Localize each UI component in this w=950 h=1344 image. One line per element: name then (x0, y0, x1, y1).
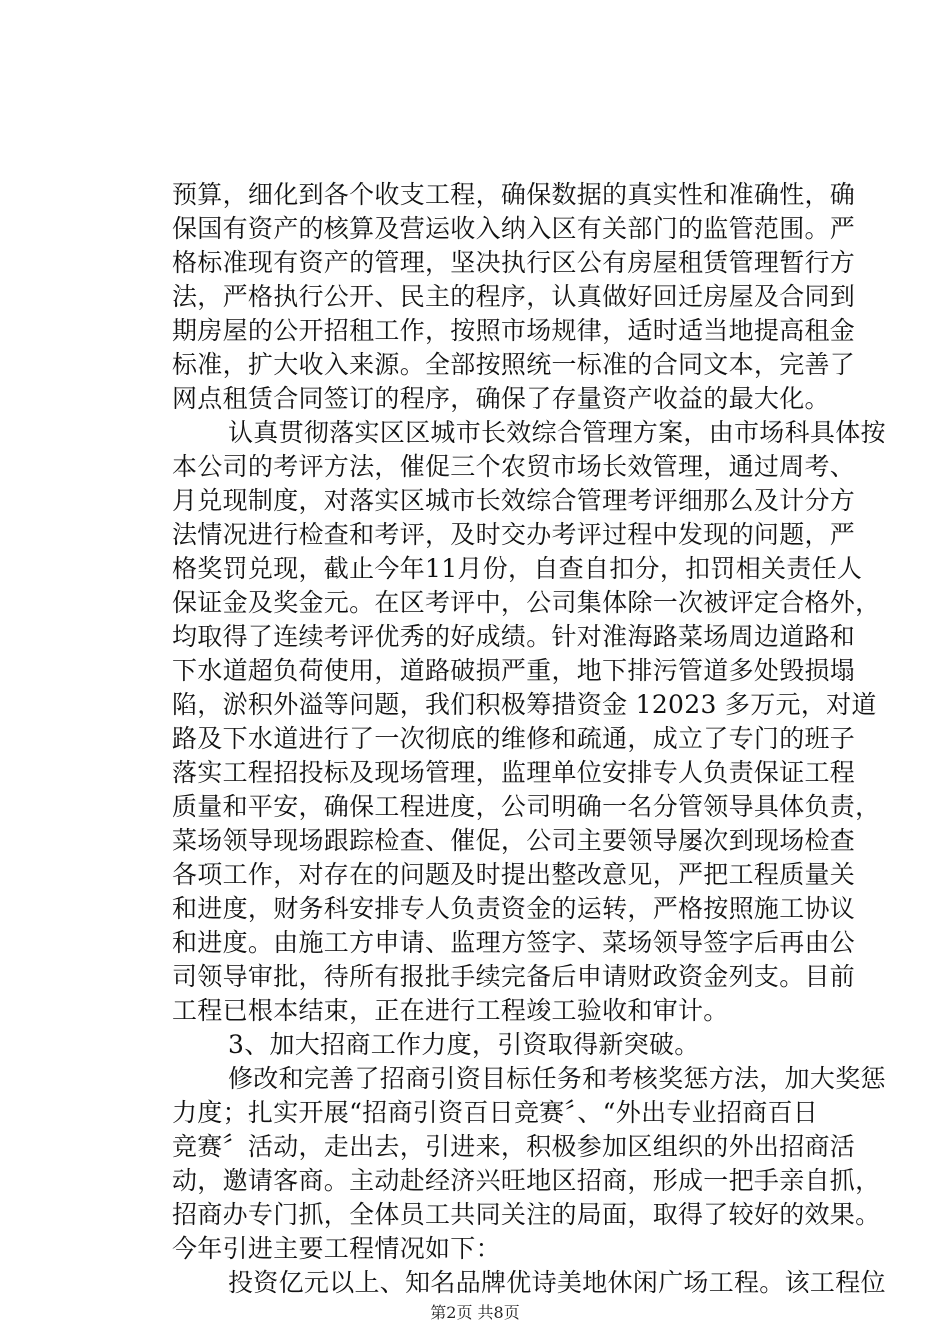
text-line: 菜场领导现场跟踪检查、催促，公司主要领导屡次到现场检查 (172, 826, 856, 855)
paragraph-first-line: 修改和完善了招商引资目标任务和考核奖惩方法，加大奖惩 (228, 1064, 886, 1093)
page-footer (0, 1300, 950, 1323)
text-line: 保证金及奖金元。在区考评中，公司集体除一次被评定合格外， (172, 588, 881, 617)
text-line: 竞赛〞活动，走出去，引进来，积极参加区组织的外出招商活 (172, 1132, 856, 1161)
text-line: 标准，扩大收入来源。全部按照统一标准的合同文本，完善了 (172, 350, 856, 379)
text-line: 工程已根本结束，正在进行工程竣工验收和审计。 (172, 996, 729, 1025)
text-line: 力度；扎实开展“招商引资百日竞赛〞、“外出专业招商百日 (172, 1098, 819, 1127)
text-line: 法情况进行检查和考评，及时交办考评过程中发现的问题，严 (172, 520, 856, 549)
text-line: 和进度。由施工方申请、监理方签字、菜场领导签字后再由公 (172, 928, 856, 957)
text-line: 落实工程招投标及现场管理，监理单位安排专人负责保证工程 (172, 758, 856, 787)
text-line: 动，邀请客商。主动赴经济兴旺地区招商，形成一把手亲自抓， (172, 1166, 881, 1195)
text-line: 本公司的考评方法，催促三个农贸市场长效管理，通过周考、 (172, 452, 856, 481)
text-line: 陷，淤积外溢等问题，我们积极筹措资金 12023 多万元，对道 (172, 690, 877, 719)
text-line: 各项工作，对存在的问题及时提出整改意见，严把工程质量关 (172, 860, 856, 889)
text-line: 下水道超负荷使用，道路破损严重，地下排污管道多处毁损塌 (172, 656, 856, 685)
text-line: 和进度，财务科安排专人负责资金的运转，严格按照施工协议 (172, 894, 856, 923)
text-line: 今年引进主要工程情况如下： (172, 1234, 501, 1263)
text-line: 格奖罚兑现，截止今年11月份，自查自扣分，扣罚相关责任人 (172, 554, 863, 583)
text-line: 网点租赁合同签订的程序，确保了存量资产收益的最大化。 (172, 384, 830, 413)
text-line: 均取得了连续考评优秀的好成绩。针对淮海路菜场周边道路和 (172, 622, 856, 651)
paragraph-first-line: 认真贯彻落实区区城市长效综合管理方案，由市场科具体按 (228, 418, 886, 447)
text-line: 期房屋的公开招租工作，按照市场规律，适时适当地提高租金 (172, 316, 856, 345)
page-number: 第2页 共8页 (430, 1303, 520, 1322)
text-line: 法，严格执行公开、民主的程序，认真做好回迁房屋及合同到 (172, 282, 856, 311)
text-line: 路及下水道进行了一次彻底的维修和疏通，成立了专门的班子 (172, 724, 856, 753)
text-line: 格标准现有资产的管理，坚决执行区公有房屋租赁管理暂行方 (172, 248, 856, 277)
text-line: 预算，细化到各个收支工程，确保数据的真实性和准确性，确 (172, 180, 856, 209)
text-line: 月兑现制度，对落实区城市长效综合管理考评细那么及计分方 (172, 486, 856, 515)
text-line: 司领导审批，待所有报批手续完备后申请财政资金列支。目前 (172, 962, 856, 991)
text-line: 质量和平安，确保工程进度，公司明确一名分管领导具体负责， (172, 792, 881, 821)
section-heading: 3、加大招商工作力度，引资取得新突破。 (228, 1030, 700, 1059)
paragraph-first-line: 投资亿元以上、知名品牌优诗美地休闲广场工程。该工程位 (228, 1268, 886, 1297)
text-line: 保国有资产的核算及营运收入纳入区有关部门的监管范围。严 (172, 214, 856, 243)
text-line: 招商办专门抓，全体员工共同关注的局面，取得了较好的效果。 (172, 1200, 881, 1229)
